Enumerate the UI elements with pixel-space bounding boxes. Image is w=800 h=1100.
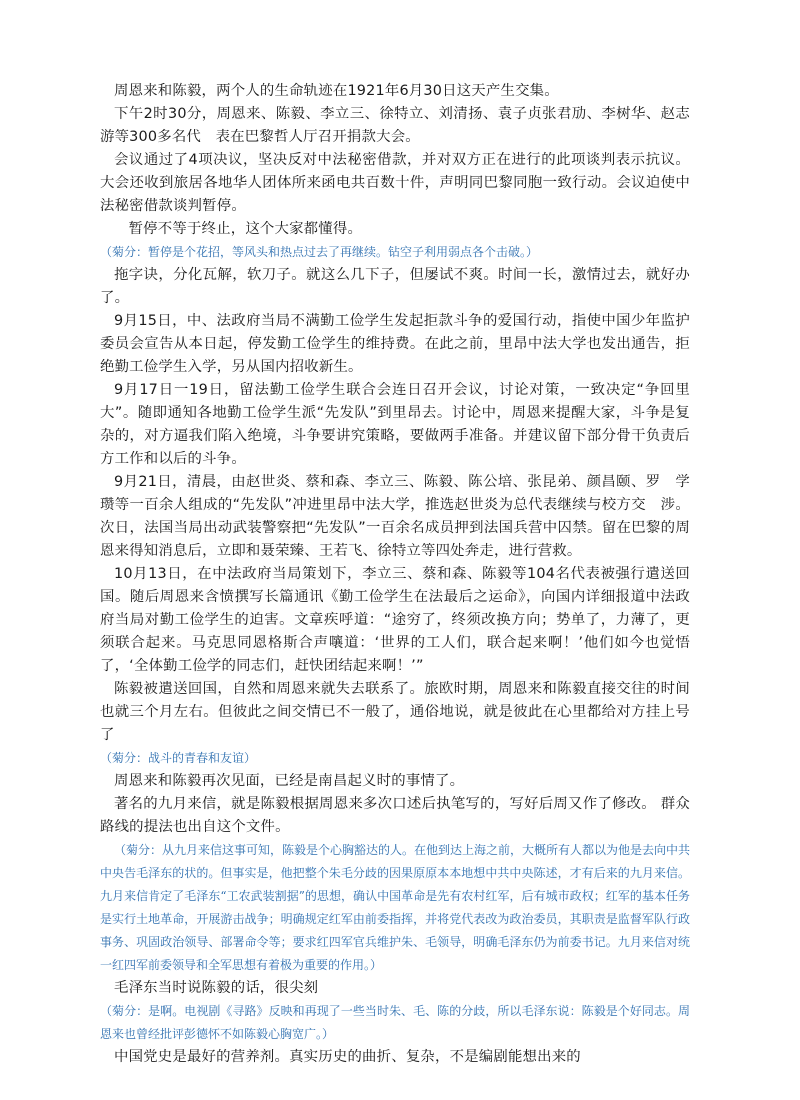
- paragraph: 拖字诀，分化瓦解，软刀子。就这么几下子，但屡试不爽。时间一长，激情过去，就好办了。: [100, 267, 690, 306]
- annotation-note: （菊分：是啊。电视剧《寻路》反映和再现了一些当时朱、毛、陈的分歧，所以毛泽东说：陈毅是个好同志。周恩来也曾经批评彭德怀不如陈毅心胸宽广。）: [100, 1004, 690, 1041]
- paragraph: 9月15日，中、法政府当局不满勤工俭学生发起拒款斗争的爱国行动，指使中国少年监护委员会宣告从本日起，停发勤工俭学生的维持费。在此之前，里昂中法大学也发出通告，拒绝勤工俭学生入学，另从国内招收新生。: [100, 313, 690, 375]
- article-body: [100, 80, 690, 1069]
- paragraph: 中国党史是最好的营养剂。真实历史的曲折、复杂，不是编剧能想出来的: [114, 1049, 581, 1065]
- paragraph: 周恩来和陈毅，两个人的生命轨迹在1921年6月30日这天产生交集。: [114, 83, 559, 99]
- paragraph: 会议通过了4项决议，坚决反对中法秘密借款，并对双方正在进行的此项谈判表示抗议。大会还收到旅居各地华人团体所来函电共百数十件，声明同巴黎同胞一致行动。会议迫使中法秘密借款谈判暂停。: [100, 152, 690, 214]
- paragraph: 9月17日一19日，留法勤工俭学生联合会连日召开会议，讨论对策，一致决定“争回里大”。随即通知各地勤工俭学生派“先发队”到里昂去。讨论中，周恩来提醒大家，斗争是复杂的，对方逼我们陷入绝境，斗争要讲究策略，要做两手准备。并建议留下部分骨干负责后方工作和以后的斗争。: [100, 382, 690, 467]
- paragraph: 周恩来和陈毅再次见面，已经是南昌起义时的事情了。: [114, 773, 465, 789]
- paragraph: 陈毅被遣送回国，自然和周恩来就失去联系了。旅欧时期，周恩来和陈毅直接交往的时间也就三个月左右。但彼此之间交情已不一般了，通俗地说，就是彼此在心里都给对方挂上号了: [100, 681, 690, 743]
- paragraph: 10月13日，在中法政府当局策划下，李立三、蔡和森、陈毅等104名代表被强行遣送回国。随后周恩来含愤撰写长篇通讯《勤工俭学生在法最后之运命》，向国内详细报道中法政府当局对勤工俭学生的迫害。文章疾呼道：“途穷了，终须改换方向；势单了，力薄了，更须联合起来。马克思同恩格斯合声嚷道：‘世界的工人们，联合起来啊！’他们如今也觉悟了，‘全体勤工俭学的同志们，赶快团结起来啊！’”: [100, 566, 690, 674]
- paragraph: 著名的九月来信，就是陈毅根据周恩来多次口述后执笔写的，写好后周又作了修改。 群众路线的提法也出自这个文件。: [100, 796, 690, 835]
- annotation-note: （菊分：战斗的青春和友谊）: [100, 751, 257, 765]
- paragraph: 暂停不等于终止，这个大家都懂得。: [114, 221, 363, 237]
- paragraph: 下午2时30分，周恩来、陈毅、李立三、徐特立、刘清扬、袁子贞张君劢、李树华、赵志游等300多名代 表在巴黎哲人厅召开捐款大会。: [100, 106, 690, 145]
- annotation-note: （菊分：从九月来信这事可知，陈毅是个心胸豁达的人。在他到达上海之前，大概所有人都以为他是去向中共中央告毛泽东的状的。但事实是，他把整个朱毛分歧的因果原原本本地想中共中央陈述，才有后来的九月来信。九月来信肯定了毛泽东“工农武装割据”的思想，确认中国革命是先有农村红军，后有城市政权；红军的基本任务是实行土地革命，开展游击战争；明确规定红军由前委指挥，并将党代表改为政治委员，其职责是监督军队行政事务、巩固政治领导、部署命令等；要求红四军官兵维护朱、毛领导，明确毛泽东仍为前委书记。九月来信对统一红四军前委领导和全军思想有着极为重要的作用。）: [100, 843, 691, 972]
- paragraph: 毛泽东当时说陈毅的话，很尖刻: [114, 980, 319, 996]
- annotation-note: （菊分：暂停是个花招，等风头和热点过去了再继续。钻空子利用弱点各个击破。）: [100, 245, 539, 259]
- paragraph: 9月21日，清晨，由赵世炎、蔡和森、李立三、陈毅、陈公培、张昆弟、颜昌颐、罗 学瓒等一百余人组成的“先发队”冲进里昂中法大学，推选赵世炎为总代表继续与校方交 涉。次日，法国当局出动武装警察把“先发队”一百余名成员押到法国兵营中囚禁。留在巴黎的周恩来得知消息后，立即和聂荣臻、王若飞、徐特立等四处奔走，进行营救。: [100, 474, 690, 559]
